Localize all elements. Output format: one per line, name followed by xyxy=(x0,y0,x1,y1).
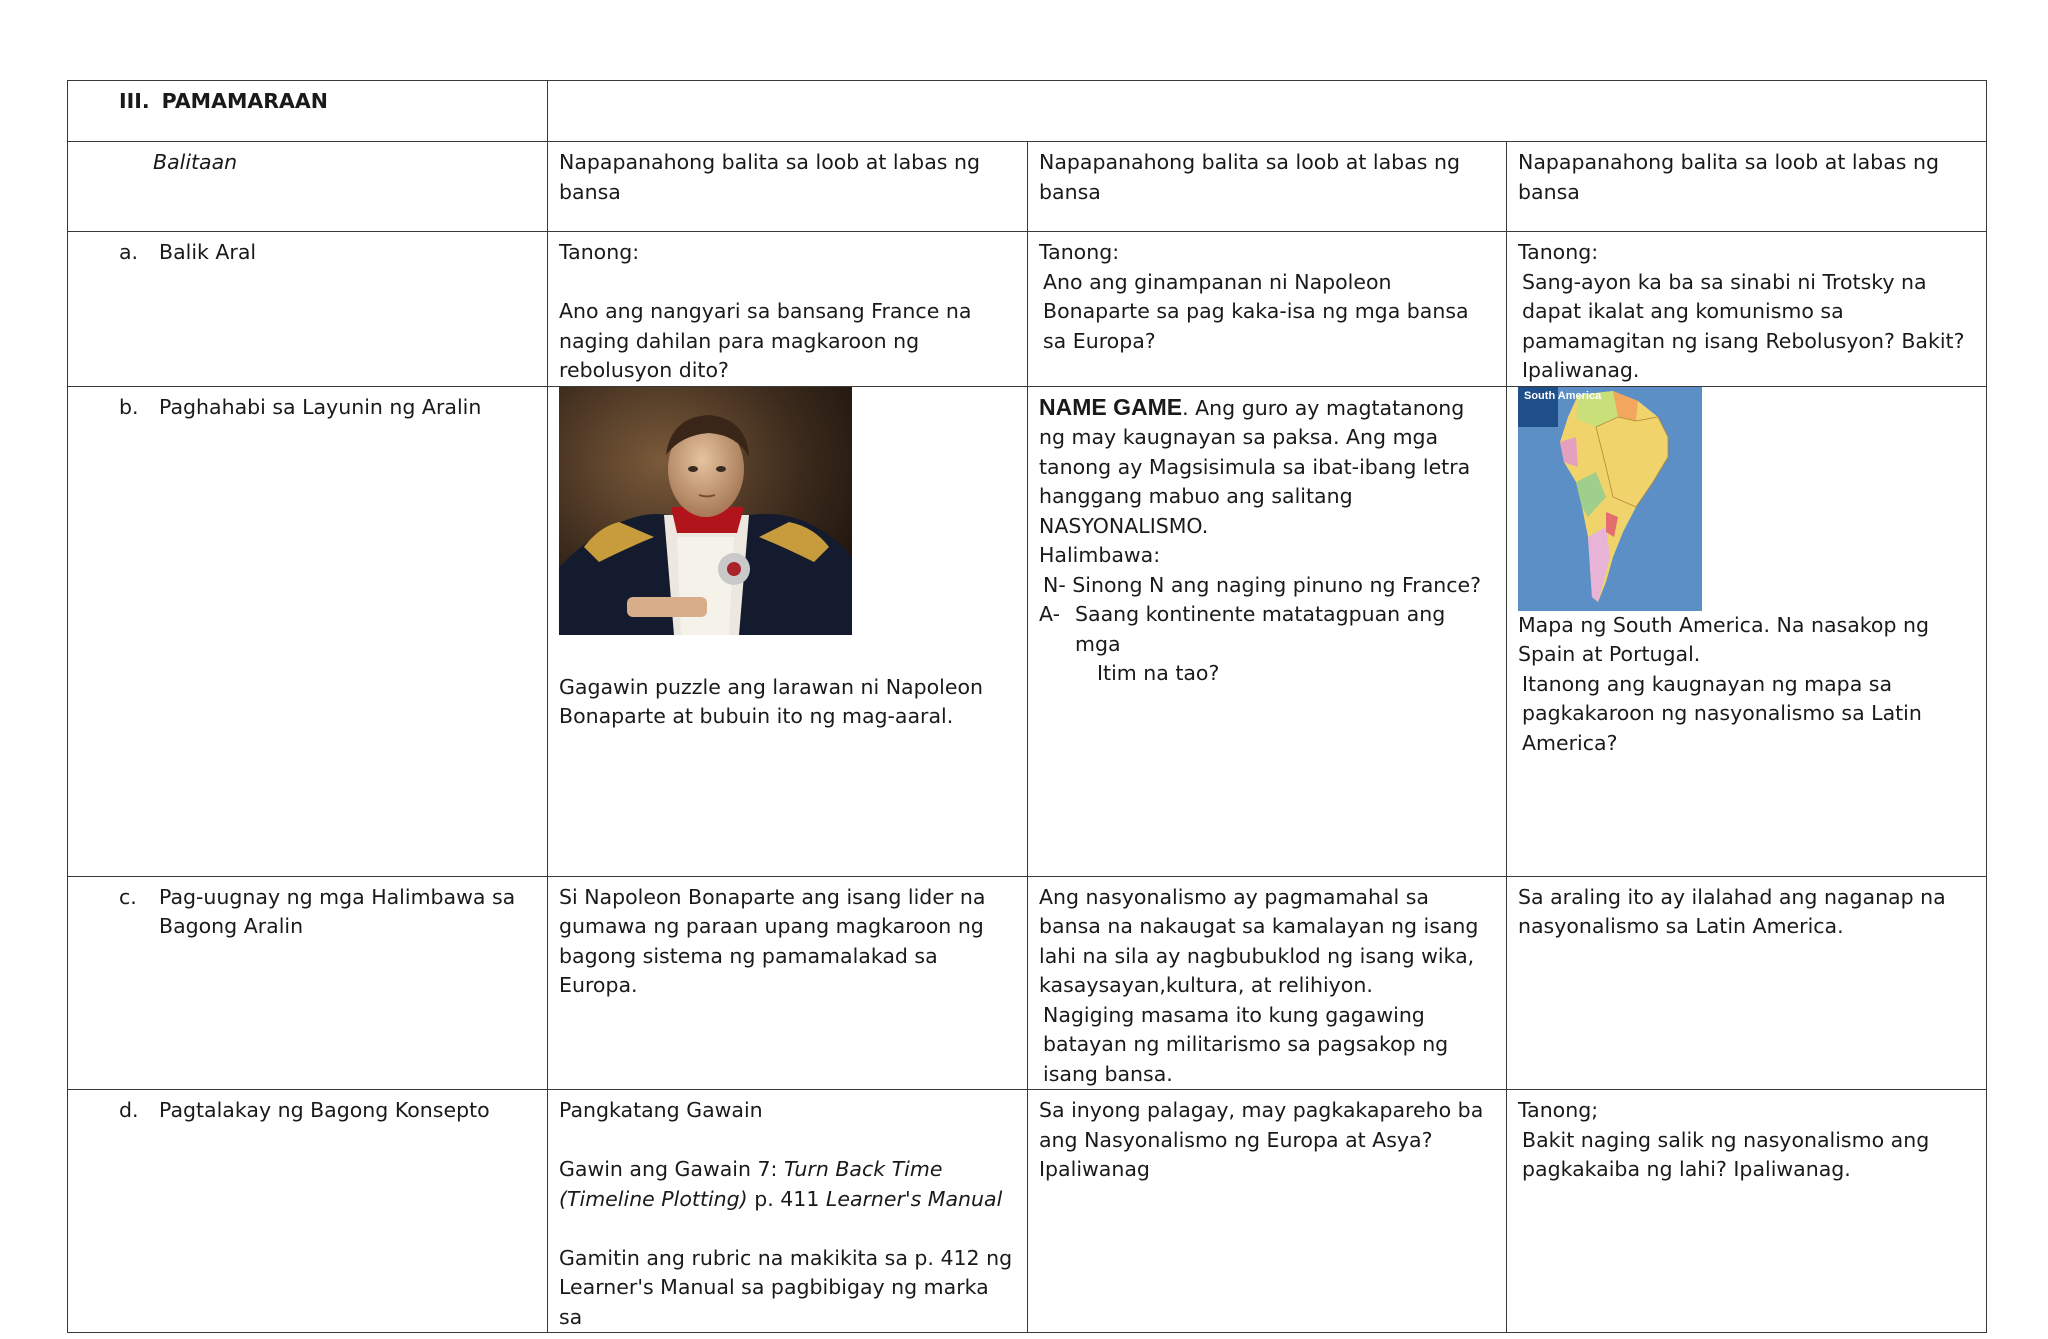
pag-uugnay-day1: Si Napoleon Bonaparte ang isang lider na gumawa ng paraan upang magkaroon ng bagong sistema ng pamamalakad sa Europa. xyxy=(548,876,1028,1090)
question-heading: Tanong: xyxy=(1518,240,1599,264)
section-header-row xyxy=(68,81,1987,142)
question-heading: Tanong: xyxy=(559,240,640,264)
paghahabi-day3 xyxy=(1507,386,1987,876)
balitaan-day2: Napapanahong balita sa loob at labas ng bansa xyxy=(1028,142,1507,232)
example-a-letter: A- xyxy=(1039,602,1060,626)
example-a-continuation xyxy=(1039,659,1495,689)
section-title-text: PAMAMARAAN xyxy=(161,89,328,113)
item-letter: a. xyxy=(119,240,139,264)
item-label-text: Paghahabi sa Layunin ng Aralin xyxy=(159,394,482,419)
pag-uugnay-label-cell xyxy=(68,876,548,1090)
balitaan-row xyxy=(68,142,1987,232)
napoleon-portrait-image xyxy=(559,387,852,635)
item-label-text: Pagtalakay ng Bagong Konsepto xyxy=(159,1098,490,1122)
map-label: South America xyxy=(1524,389,1602,402)
section-title xyxy=(79,87,536,117)
pagtalakay-label-cell xyxy=(68,1090,548,1333)
balitaan-label: Balitaan xyxy=(153,150,238,174)
task-title: Turn Back Time (Timeline Plotting) xyxy=(559,1157,943,1211)
spacer xyxy=(559,268,1016,298)
spacer xyxy=(559,1214,1016,1244)
napoleon-caption: Gagawin puzzle ang larawan ni Napoleon Bonaparte at bubuin ito ng mag-aaral. xyxy=(559,674,984,728)
balitaan-day1: Napapanahong balita sa loob at labas ng bansa xyxy=(548,142,1028,232)
example-a xyxy=(1039,600,1495,659)
map-question: Itanong ang kaugnayan ng mapa sa pagkakaroon ng nasyonalismo sa Latin America? xyxy=(1522,671,1922,755)
pagtalakay-day1 xyxy=(548,1090,1028,1333)
south-america-map-image xyxy=(1518,387,1702,611)
example-a-text: Saang kontinente matatagpuan ang mga xyxy=(1075,602,1446,656)
item-letter: d. xyxy=(119,1098,139,1122)
map-caption: Mapa ng South America. Na nasakop ng Spain at Portugal. xyxy=(1518,612,1929,666)
paghahabi-label-cell xyxy=(68,386,548,876)
section-header-cell xyxy=(68,81,548,142)
example-a-cont: Itim na tao? xyxy=(1097,661,1220,685)
pag-uugnay-day2 xyxy=(1028,876,1507,1090)
question-text: Ano ang ginampanan ni Napoleon Bonaparte sa pag kaka-isa ng mga bansa sa Europa? xyxy=(1043,269,1469,353)
pagtalakay-label xyxy=(79,1096,536,1126)
pagtalakay-day3 xyxy=(1507,1090,1987,1333)
pag-uugnay-row xyxy=(68,876,1987,1090)
example-n: N- Sinong N ang naging pinuno ng France? xyxy=(1043,572,1482,597)
activity-task xyxy=(559,1155,1016,1214)
question-text: Bakit naging salik ng nasyonalismo ang pagkakaiba ng lahi? Ipaliwanag. xyxy=(1522,1127,1930,1181)
paghahabi-label xyxy=(79,393,536,423)
task-manual: Learner's Manual xyxy=(825,1186,1003,1211)
balik-aral-day3 xyxy=(1507,232,1987,387)
name-game-title: NAME GAME xyxy=(1039,393,1183,420)
question-heading: Tanong; xyxy=(1518,1098,1599,1122)
name-game-intro: . Ang guro ay magtatanong ng may kaugnayan sa paksa. Ang mga tanong ay Magsisimula sa ibat-ibang letra hanggang mabuo ang salitang NASYONALISMO. xyxy=(1039,395,1471,538)
nasyonalismo-definition: Ang nasyonalismo ay pagmamahal sa bansa na nakaugat sa kamalayan ng isang lahi na sila ay nagbubuklod ng isang wika, kasaysayan,kultura, at relihiyon. xyxy=(1039,884,1479,997)
item-letter: c. xyxy=(119,884,137,909)
balik-aral-row xyxy=(68,232,1987,387)
pagtalakay-row xyxy=(68,1090,1987,1333)
name-game-paragraph xyxy=(1039,393,1495,542)
paghahabi-row xyxy=(68,386,1987,876)
item-label-text: Pag-uugnay ng mga Halimbawa sa Bagong Aralin xyxy=(159,884,516,938)
task-page: p. 411 xyxy=(747,1186,826,1211)
nasyonalismo-warning: Nagiging masama ito kung gagawing batayan ng militarismo sa pagsakop ng isang bansa. xyxy=(1043,1002,1449,1086)
pag-uugnay-day3: Sa araling ito ay ilalahad ang naganap na nasyonalismo sa Latin America. xyxy=(1507,876,1987,1090)
paghahabi-day1 xyxy=(548,386,1028,876)
activity-rubric: Gamitin ang rubric na makikita sa p. 412 ng Learner's Manual sa pagbibigay ng marka sa xyxy=(559,1245,1013,1329)
activity-heading: Pangkatang Gawain xyxy=(559,1098,763,1122)
item-letter: b. xyxy=(119,394,139,419)
question-text: Ano ang nangyari sa bansang France na naging dahilan para magkaroon ng rebolusyon dito? xyxy=(559,299,972,382)
balik-aral-label xyxy=(79,238,536,268)
pag-uugnay-label xyxy=(79,883,536,942)
balik-aral-day1 xyxy=(548,232,1028,387)
paghahabi-day2 xyxy=(1028,386,1507,876)
task-pre: Gawin ang Gawain 7: xyxy=(559,1157,784,1181)
section-header-blank xyxy=(548,81,1987,142)
lesson-plan-table xyxy=(67,80,1987,1333)
spacer xyxy=(559,1126,1016,1156)
balik-aral-label-cell xyxy=(68,232,548,387)
balik-aral-day2 xyxy=(1028,232,1507,387)
balitaan-label-cell xyxy=(68,142,548,232)
question-heading: Tanong: xyxy=(1039,240,1120,264)
example-label: Halimbawa: xyxy=(1039,543,1161,567)
item-label-text: Balik Aral xyxy=(159,240,257,264)
section-number: III. xyxy=(119,89,150,113)
pagtalakay-day2: Sa inyong palagay, may pagkakapareho ba ang Nasyonalismo ng Europa at Asya? Ipaliwanag xyxy=(1028,1090,1507,1333)
question-text: Sang-ayon ka ba sa sinabi ni Trotsky na dapat ikalat ang komunismo sa pamamagitan ng isang Rebolusyon? Bakit? Ipaliwanag. xyxy=(1522,269,1965,382)
balitaan-day3: Napapanahong balita sa loob at labas ng bansa xyxy=(1507,142,1987,232)
